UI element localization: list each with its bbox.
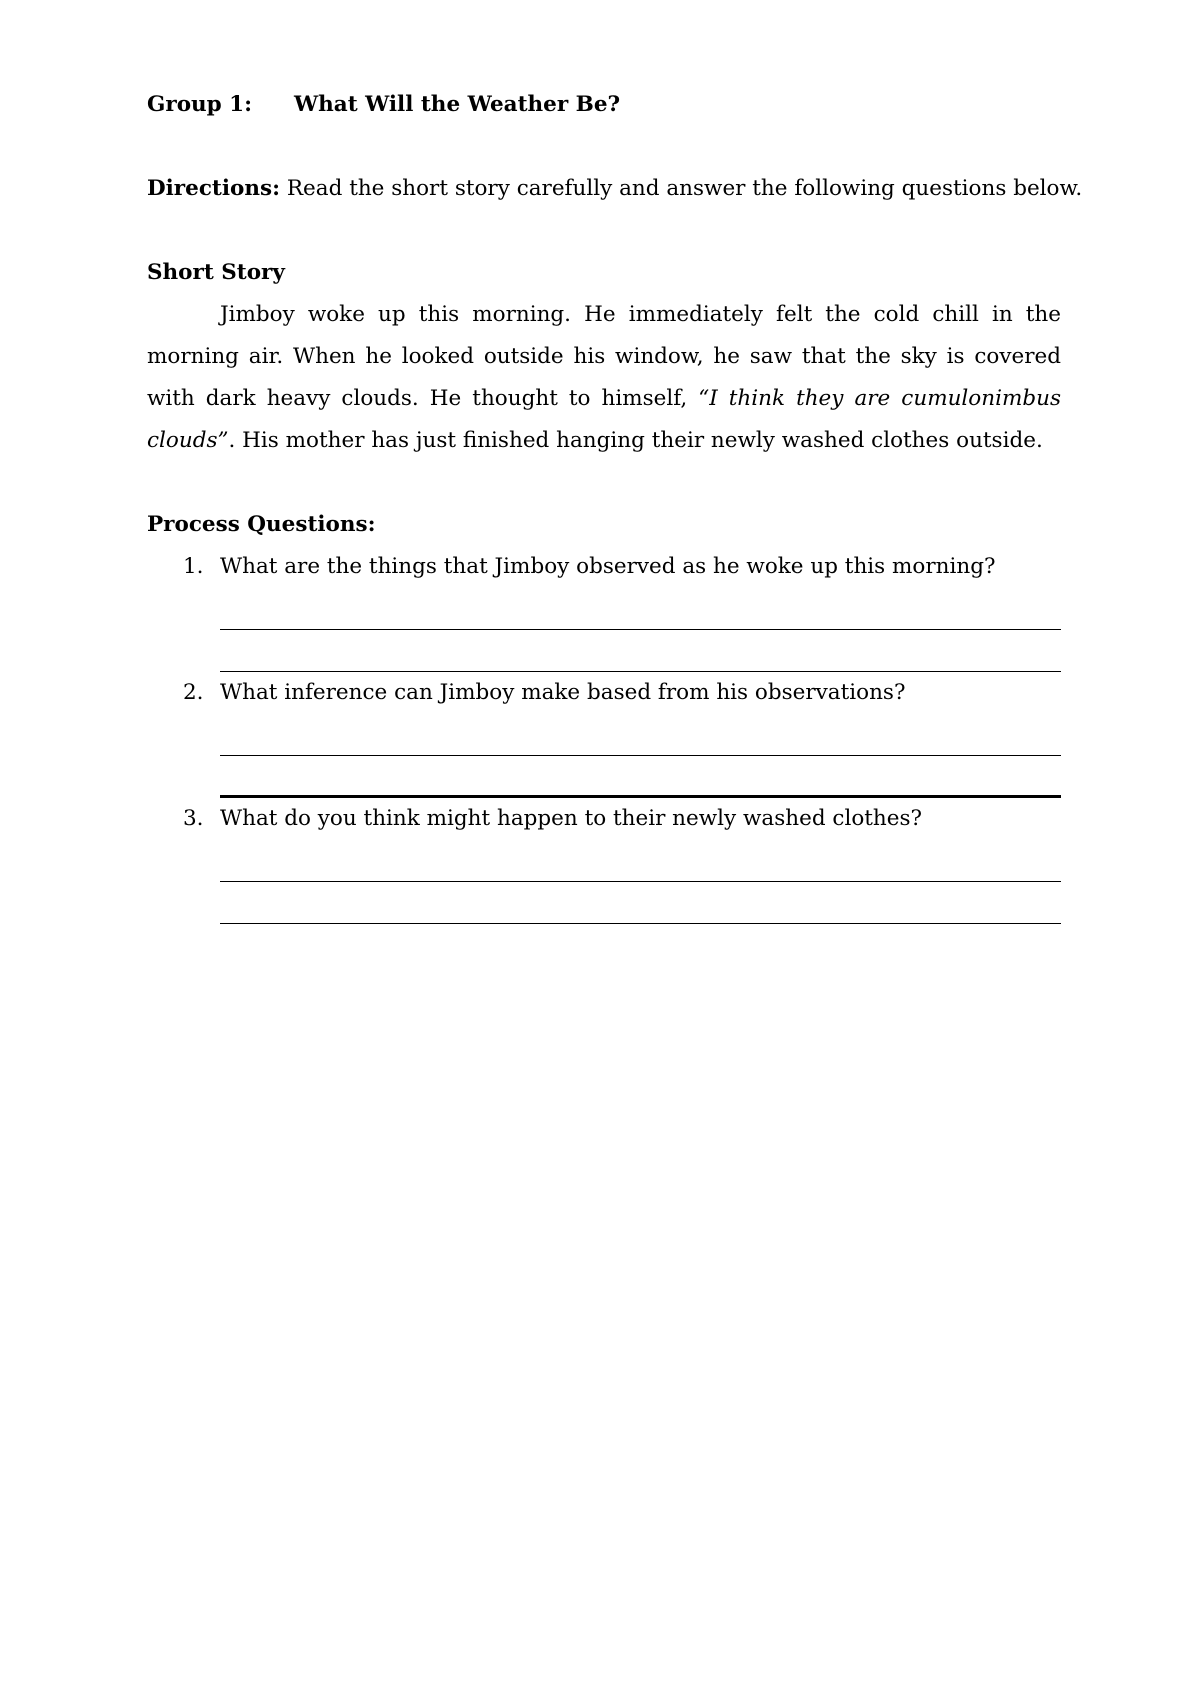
group-label: Group 1: [147, 92, 253, 117]
question-number: 2. [183, 680, 204, 705]
answer-line[interactable] [220, 714, 1061, 756]
short-story-heading: Short Story [147, 260, 285, 285]
worksheet-content [147, 84, 1083, 924]
answer-line[interactable] [220, 588, 1061, 630]
story-text-after: . His mother has just finished hanging their newly washed clothes outside. [228, 428, 1043, 453]
worksheet-title [147, 84, 1061, 126]
story-text-before: Jimboy woke up this morning. He immediately felt the cold chill in the morning air. When he looked outside his window, he saw that the sky is covered with dark heavy clouds. He thought to himself, [147, 302, 1061, 411]
question-text: What do you think might happen to their newly washed clothes? [220, 806, 923, 831]
question-text: What inference can Jimboy make based from his observations? [220, 680, 906, 705]
question-item [147, 672, 1061, 798]
directions-text: Read the short story carefully and answer the following questions below. [280, 176, 1083, 201]
answer-line[interactable] [220, 840, 1061, 882]
process-questions-list [147, 546, 1061, 924]
question-item [147, 546, 1061, 672]
question-text: What are the things that Jimboy observed as he woke up this morning? [220, 554, 996, 579]
directions-paragraph [147, 168, 1083, 210]
activity-title: What Will the Weather Be? [294, 92, 621, 117]
answer-line[interactable] [220, 882, 1061, 924]
question-number: 1. [183, 554, 204, 579]
answer-line[interactable] [220, 630, 1061, 672]
question-item [147, 798, 1061, 924]
question-number: 3. [183, 806, 204, 831]
short-story-text [147, 294, 1061, 462]
answer-line[interactable] [220, 756, 1061, 798]
directions-label: Directions: [147, 176, 281, 201]
process-questions-heading: Process Questions: [147, 512, 376, 537]
story-quote: “I think they are cumulonimbus clouds” [147, 386, 1061, 453]
